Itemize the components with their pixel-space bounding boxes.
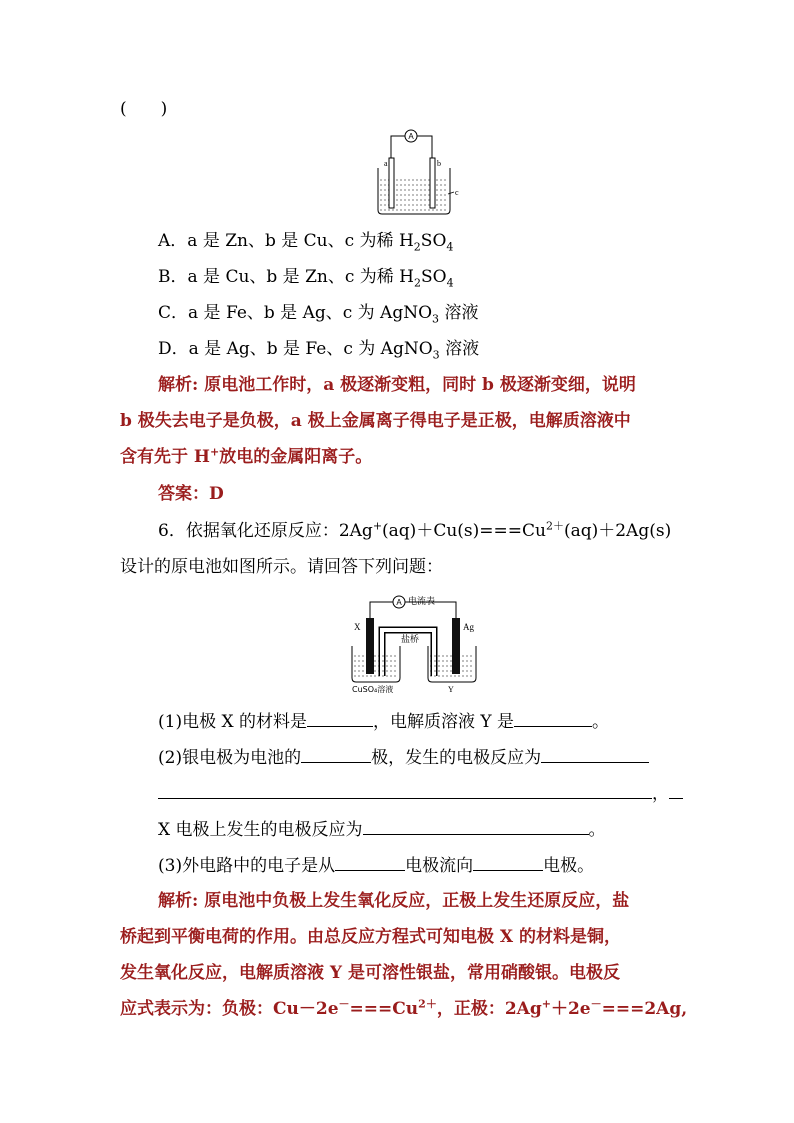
label-b: b — [437, 159, 441, 168]
answer-line: 答案：D — [158, 484, 224, 504]
subquestion-1: (1)电极 X 的材料是 ，电解质溶液 Y 是 。 — [158, 712, 610, 732]
electrode-a — [389, 158, 394, 208]
subquestion-3: (3)外电路中的电子是从 电极流向 电极。 — [158, 856, 595, 876]
label-c: c — [455, 188, 459, 197]
figure-galvanic-cell-1 — [370, 128, 465, 220]
analysis-2-line-1: 解析: 原电池中负极上发生氧化反应，正极上发生还原反应，盐 — [158, 891, 630, 911]
option-a: A．a 是 Zn、b 是 Cu、c 为稀 $H_2SO_4$ — [158, 231, 454, 254]
figure-galvanic-cell-2 — [344, 590, 484, 695]
analysis-1-line-3: 含有先于 H+放电的金属阳离子。 — [120, 445, 373, 467]
subquestion-2-line-1: (2)银电极为电池的 极，发生的电极反应为 — [158, 746, 649, 769]
option-c: C．a 是 Fe、b 是 Ag、c 为 AgNO$_3$ 溶液 — [158, 303, 479, 326]
analysis-2-line-2: 桥起到平衡电荷的作用。由总反应方程式可知电极 X 的材料是铜， — [120, 927, 622, 947]
label-a: a — [384, 159, 388, 168]
blank-3a[interactable] — [335, 854, 405, 871]
analysis-1-line-2: b 极失去电子是负极，a 极上金属离子得电子是正极，电解质溶液中 — [120, 411, 631, 431]
blank-2b[interactable] — [541, 746, 649, 763]
subquestion-2-line-3: X 电极上发生的电极反应为 。 — [158, 820, 606, 840]
label-cuso4: CuSO₄溶液 — [352, 685, 394, 694]
question-6-line-1: 6．依据氧化还原反应：$2Ag^+(aq)+Cu(s)===Cu^{2+}(aq)+2Ag(s)$ — [158, 519, 672, 541]
meter-label: 电流表 — [408, 597, 436, 607]
blank-2a[interactable] — [301, 746, 371, 763]
blank-2d[interactable] — [363, 818, 589, 835]
ammeter-symbol: A — [408, 132, 414, 141]
electrode-ag — [452, 618, 460, 674]
answer-paren: ( ) — [120, 99, 168, 119]
label-ag: Ag — [463, 622, 474, 632]
blank-2c[interactable] — [158, 782, 652, 799]
electrode-x — [366, 618, 374, 674]
blank-3b[interactable] — [473, 854, 543, 871]
electrode-b — [430, 158, 435, 208]
label-x: X — [354, 622, 361, 632]
label-y: Y — [448, 685, 454, 694]
question-6-line-2: 设计的原电池如图所示。请回答下列问题： — [120, 557, 443, 577]
option-b: B．a 是 Cu、b 是 Zn、c 为稀 $H_2SO_4$ — [158, 267, 454, 290]
analysis-1-line-1: 解析: 原电池工作时，a 极逐渐变粗，同时 b 极逐渐变细，说明 — [158, 375, 636, 395]
ammeter-symbol-2: A — [396, 598, 402, 607]
blank-1b[interactable] — [514, 710, 592, 727]
blank-1a[interactable] — [307, 710, 373, 727]
analysis-2-line-4: 应式表示为：负极：$Cu-2e^-===Cu^{2+}$，正极：2Ag+＋2e－===2Ag, — [120, 997, 688, 1019]
option-d: D．a 是 Ag、b 是 Fe、c 为 AgNO$_3$ 溶液 — [158, 339, 480, 362]
subquestion-2-line-2: ， — [158, 782, 683, 805]
salt-bridge-label: 盐桥 — [401, 635, 420, 645]
analysis-2-line-3: 发生氧化反应，电解质溶液 Y 是可溶性银盐，常用硝酸银。电极反 — [120, 963, 620, 983]
